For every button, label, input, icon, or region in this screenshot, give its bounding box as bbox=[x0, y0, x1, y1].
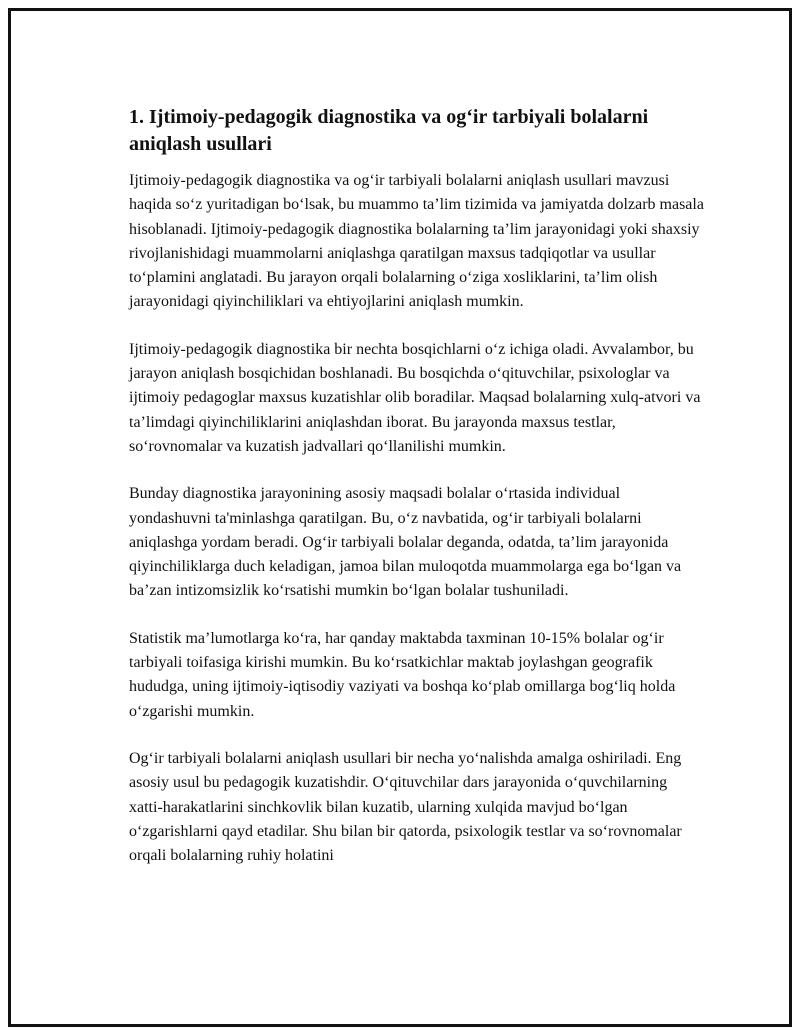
paragraph-4: Statistik ma’lumotlarga ko‘ra, har qanday maktabda taxminan 10-15% bolalar og‘ir tarbiyali toifasiga kirishi mumkin. Bu ko‘rsatkichlar maktab joylashgan geografik hududga, uning ijtimoiy-iqtisodiy vaziyati va boshqa ko‘plab omillarga bog‘liq holda o‘zgarishi mumkin. bbox=[129, 629, 676, 720]
section-heading: 1. Ijtimoiy-pedagogik diagnostika va og‘ir tarbiyali bolalarni aniqlash usullari bbox=[129, 106, 649, 155]
document-body bbox=[129, 104, 704, 891]
paragraph-2: Ijtimoiy-pedagogik diagnostika bir nechta bosqichlarni o‘z ichiga oladi. Avvalambor, bu jarayon aniqlash bosqichidan boshlanadi. Bu bosqichda o‘qituvchilar, psixologlar va ijtimoiy pedagoglar maxsus kuzatishlar olib boradilar. Maqsad bolalarning xulq-atvori va ta’limdagi qiyinchiliklarini aniqlashdan iborat. Bu jarayonda maxsus testlar, so‘rovnomalar va kuzatish jadvallari qo‘llanilishi mumkin. bbox=[129, 340, 701, 455]
page-frame bbox=[8, 8, 792, 1027]
paragraph-3: Bunday diagnostika jarayonining asosiy maqsadi bolalar o‘rtasida individual yondashuvni ta'minlashga qaratilgan. Bu, o‘z navbatida, og‘ir tarbiyali bolalarni aniqlashga yordam beradi. Og‘ir tarbiyali bolalar deganda, odatda, ta’lim jarayonida qiyinchiliklarga duch keladigan, jamoa bilan muloqotda muammolarga ega bo‘lgan va ba’zan intizomsizlik ko‘rsatishi mumkin bo‘lgan bolalar tushuniladi. bbox=[129, 485, 682, 600]
paragraph-1: Ijtimoiy-pedagogik diagnostika va og‘ir tarbiyali bolalarni aniqlash usullari mavzusi haqida so‘z yuritadigan bo‘lsak, bu muammo ta’lim tizimida va jamiyatda dolzarb masala hisoblanadi. Ijtimoiy-pedagogik diagnostika bolalarning ta’lim jarayonidagi yoki shaxsiy rivojlanishidagi muammolarni aniqlashga qaratilgan maxsus tadqiqotlar va usullar to‘plamini anglatadi. Bu jarayon orqali bolalarning o‘ziga xosliklarini, ta’lim olish jarayonidagi qiyinchiliklari va ehtiyojlarini aniqlash mumkin. bbox=[129, 172, 704, 311]
paragraph-5: Og‘ir tarbiyali bolalarni aniqlash usullari bir necha yo‘nalishda amalga oshiriladi. Eng asosiy usul bu pedagogik kuzatishdir. O‘qituvchilar dars jarayonida o‘quvchilarning xatti-harakatlarini sinchkovlik bilan kuzatib, ularning xulqida mavjud bo‘lgan o‘zgarishlarni qayd etadilar. Shu bilan bir qatorda, psixologik testlar va so‘rovnomalar orqali bolalarning ruhiy holatini bbox=[129, 749, 682, 865]
